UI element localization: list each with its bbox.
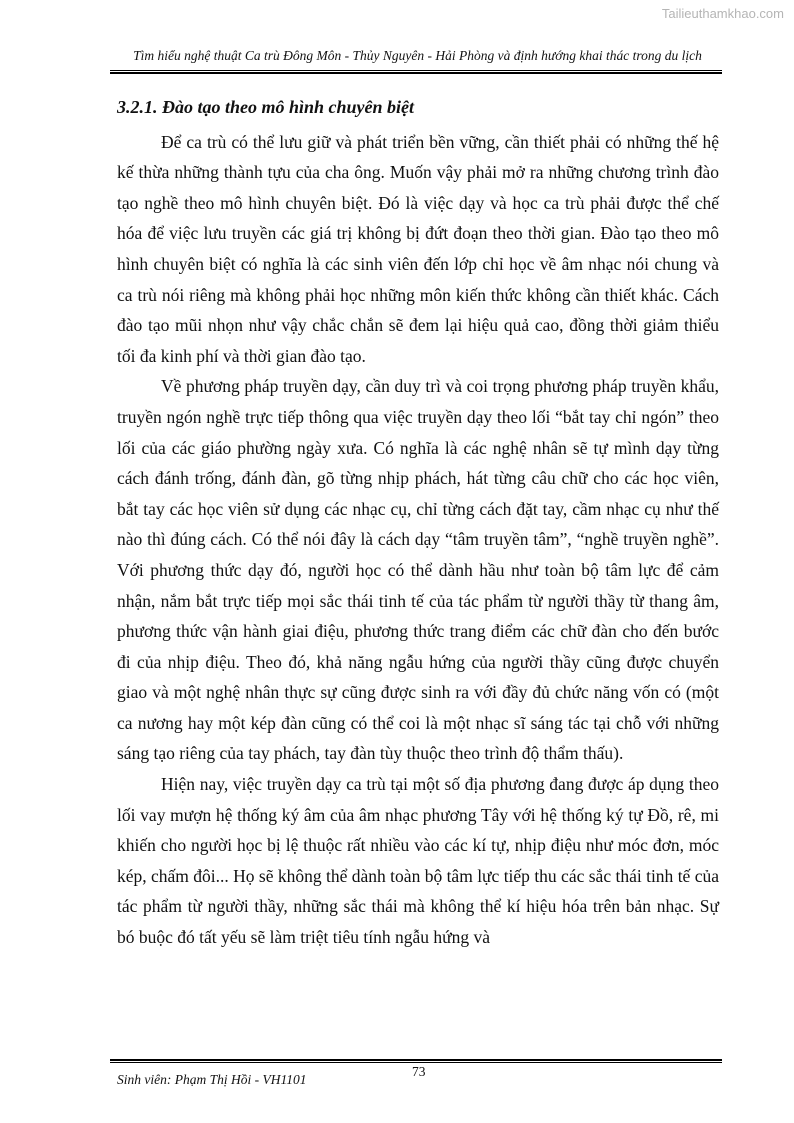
footer-rule	[110, 1059, 722, 1063]
footer-student: Sinh viên: Phạm Thị Hồi - VH1101	[117, 1072, 307, 1087]
watermark: Tailieuthamkhao.com	[661, 6, 784, 21]
section-title: 3.2.1. Đào tạo theo mô hình chuyên biệt	[117, 97, 415, 117]
header-rule	[110, 70, 722, 74]
paragraph-3: Hiện nay, việc truyền dạy ca trù tại một số địa phương đang được áp dụng theo lối vay mượn hệ thống ký âm của âm nhạc phương Tây với hệ thống ký tự Đồ, rê, mi khiến cho người học bị lệ thuộc rất nhiều vào các kí tự, nhịp điệu như móc đơn, móc kép, chấm đôi... Họ sẽ không thể dành toàn bộ tâm lực tiếp thu các sắc thái tinh tế của tác phẩm từ người thầy, những sắc thái mà không thể kí hiệu hóa trên bản nhạc. Sự bó buộc đó tất yếu sẽ làm triệt tiêu tính ngẫu hứng và	[117, 774, 719, 948]
page-body	[117, 92, 719, 953]
running-header: Tìm hiểu nghệ thuật Ca trù Đông Môn - Thủy Nguyên - Hải Phòng và định hướng khai thác trong du lịch	[133, 48, 702, 63]
paragraph-2: Về phương pháp truyền dạy, cần duy trì và coi trọng phương pháp truyền khẩu, truyền ngón nghề trực tiếp thông qua việc truyền dạy theo lối “bắt tay chỉ ngón” theo lối của các giáo phường ngày xưa. Có nghĩa là các nghệ nhân sẽ tự mình dạy từng cách đánh trống, đánh đàn, gõ từng nhịp phách, hát từng câu chữ cho các học viên, bắt tay các học viên sử dụng các nhạc cụ, chỉ từng cách đặt tay, cầm nhạc cụ như thế nào thì đúng cách. Có thể nói đây là cách dạy “tâm truyền tâm”, “nghề truyền nghề”. Với phương thức dạy đó, người học có thể dành hầu như toàn bộ tâm lực để cảm nhận, nắm bắt trực tiếp mọi sắc thái tinh tế của tác phẩm từ người thầy từ thang âm, phương thức vận hành giai điệu, phương thức trang điểm các chữ đàn cho đến bước đi của nhịp điệu. Theo đó, khả năng ngẫu hứng của người thầy cũng được chuyển giao và một nghệ nhân thực sự cũng được sinh ra với đầy đủ chức năng vốn có (một ca nương hay một kép đàn cũng có thể coi là một nhạc sĩ sáng tác tại chỗ với những sáng tạo riêng của tay phách, tay đàn tùy thuộc theo trình độ thẩm thấu).	[117, 376, 719, 764]
paragraph-1: Để ca trù có thể lưu giữ và phát triển bền vững, cần thiết phải có những thế hệ kế thừa những thành tựu của cha ông. Muốn vậy phải mở ra những chương trình đào tạo nghề theo mô hình chuyên biệt. Đó là việc dạy và học ca trù phải được thể chế hóa để việc lưu truyền các giá trị không bị đứt đoạn theo thời gian. Đào tạo theo mô hình chuyên biệt có nghĩa là các sinh viên đến lớp chỉ học về âm nhạc nói chung và ca trù nói riêng mà không phải học những môn kiến thức không cần thiết khác. Cách đào tạo mũi nhọn như vậy chắc chắn sẽ đem lại hiệu quả cao, đồng thời giảm thiểu tối đa kinh phí và thời gian đào tạo.	[117, 131, 719, 366]
page-number: 73	[412, 1064, 426, 1079]
